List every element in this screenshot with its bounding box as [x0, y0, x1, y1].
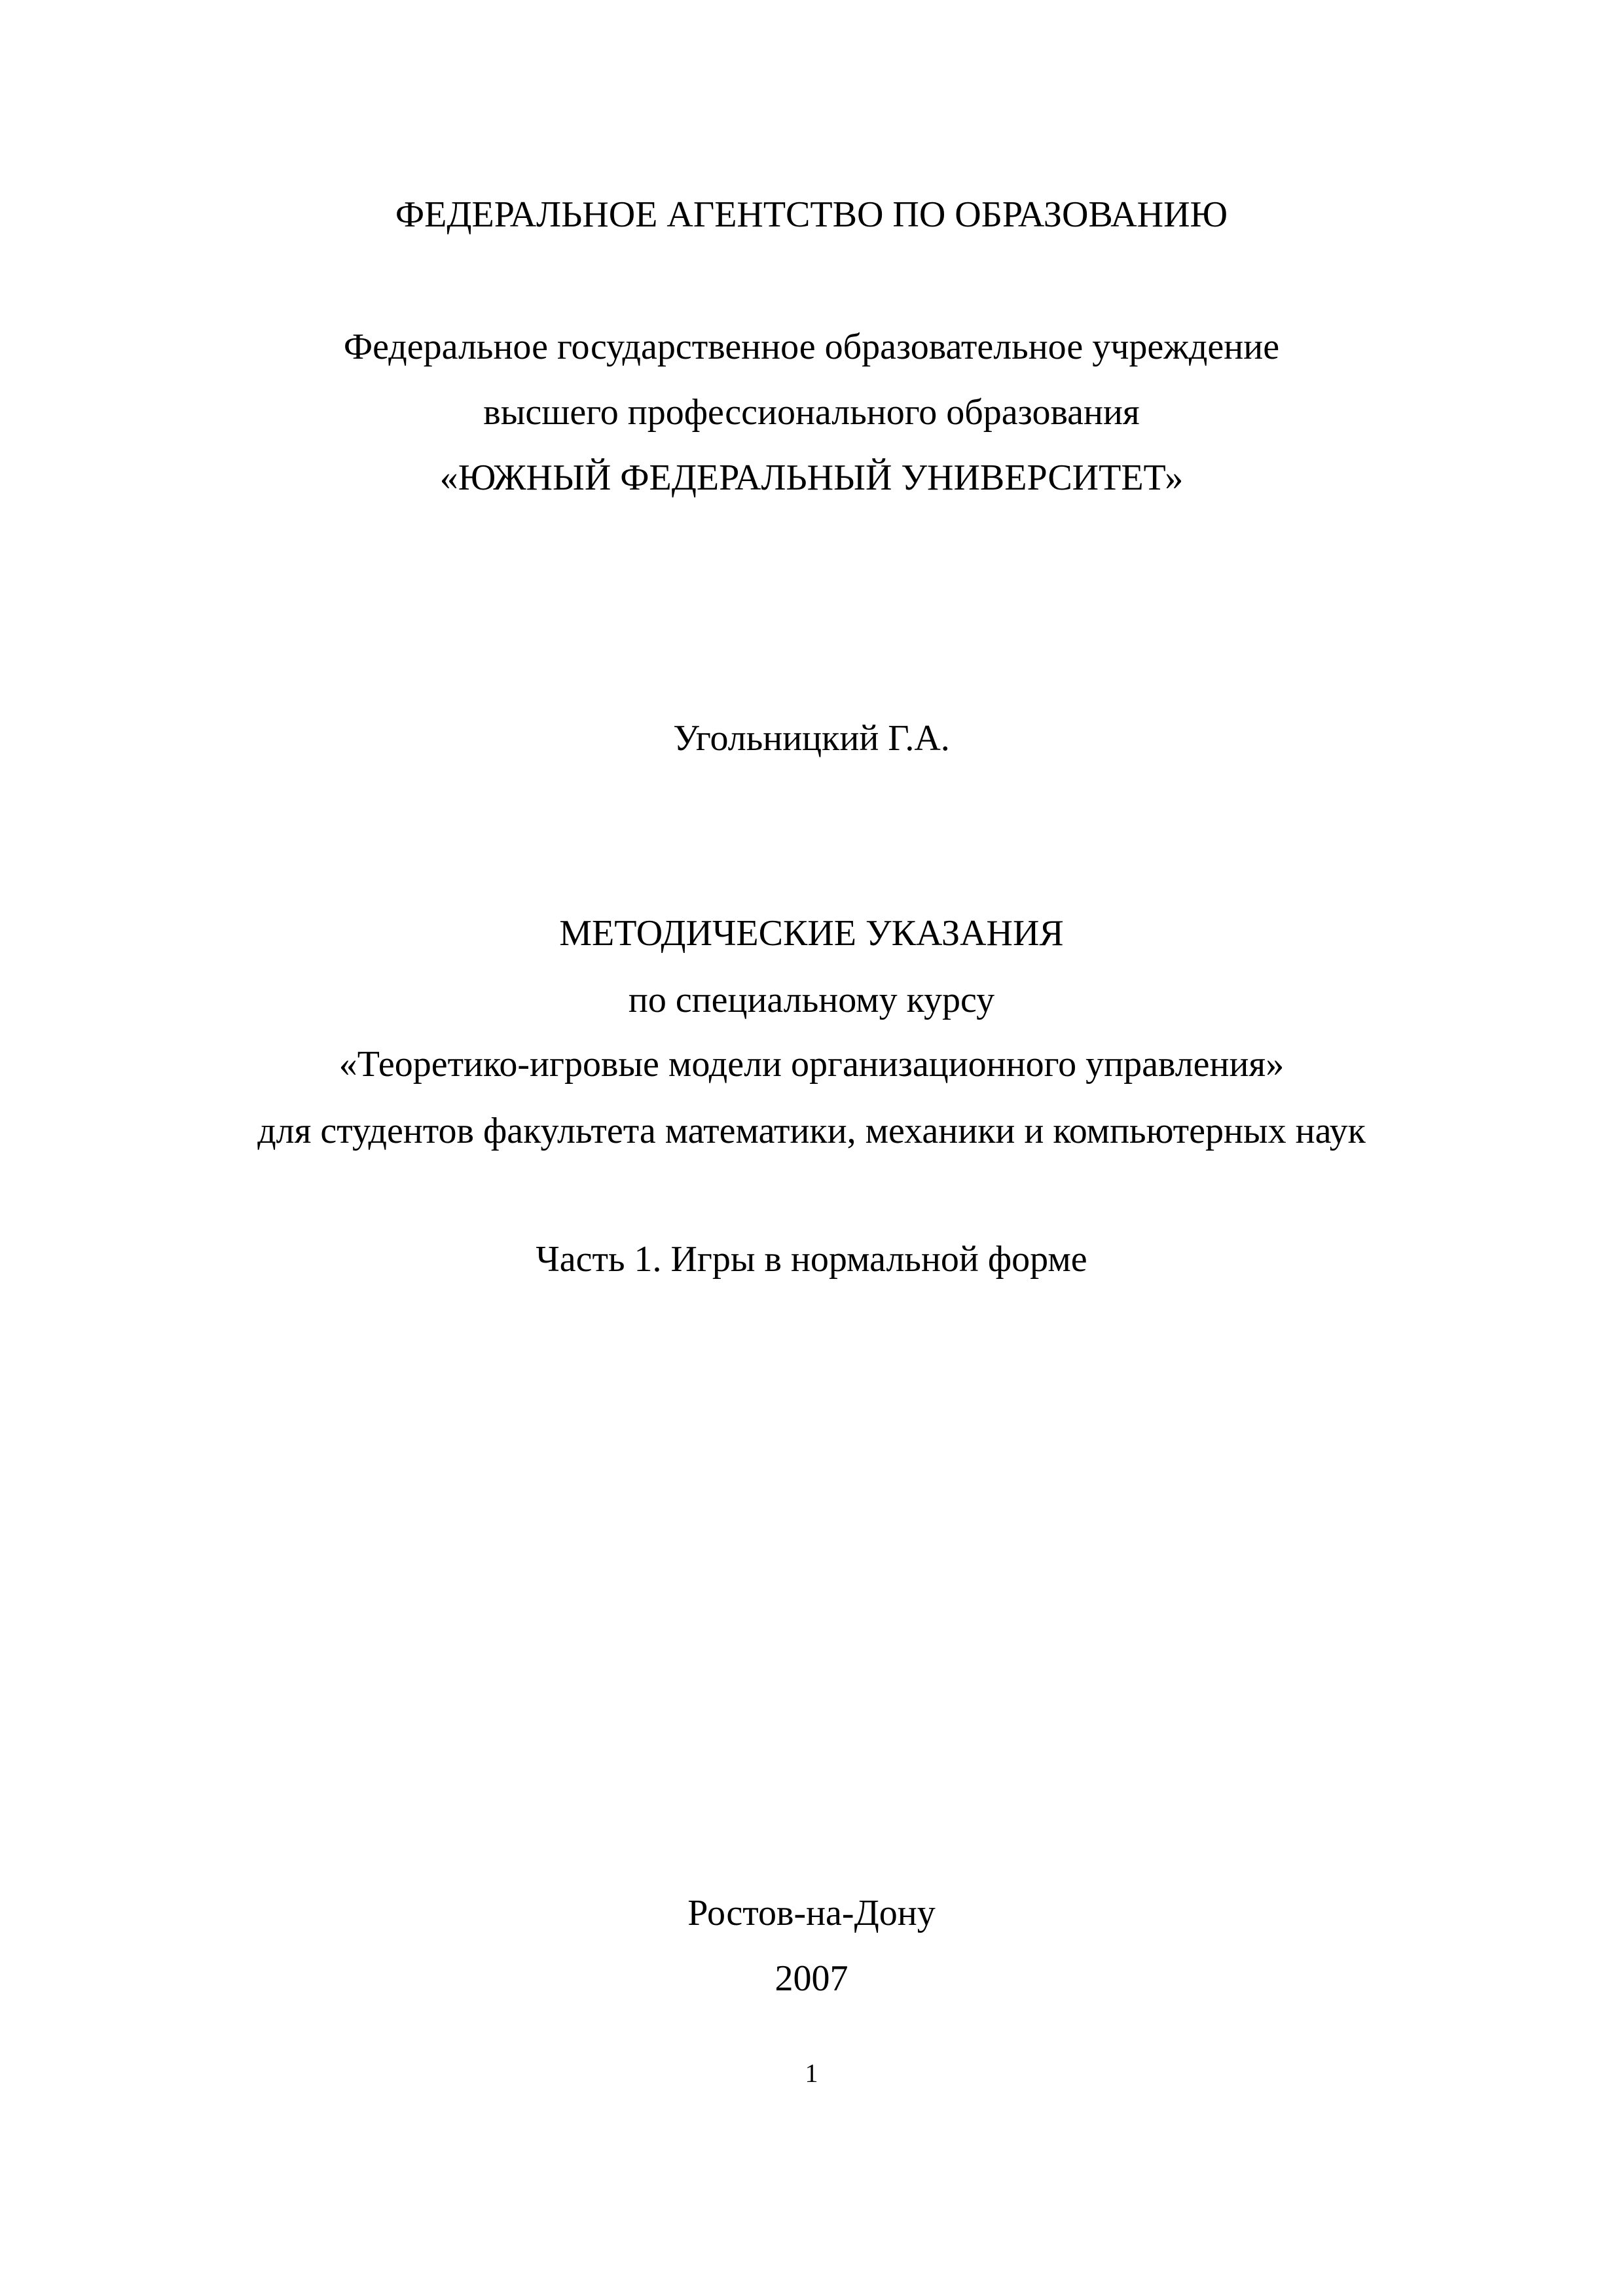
- city: Ростов-на-Дону: [687, 1893, 936, 1933]
- institution-line-2: высшего профессионального образования: [483, 392, 1140, 433]
- institution-line-1: Федеральное государственное образовательное учреждение: [343, 327, 1280, 367]
- agency-heading: ФЕДЕРАЛЬНОЕ АГЕНТСТВО ПО ОБРАЗОВАНИЮ: [395, 194, 1228, 235]
- audience-line: для студентов факультета математики, механики и компьютерных наук: [257, 1111, 1366, 1151]
- university-name: «ЮЖНЫЙ ФЕДЕРАЛЬНЫЙ УНИВЕРСИТЕТ»: [439, 457, 1184, 498]
- course-name: «Теоретико-игровые модели организационного управления»: [338, 1044, 1285, 1085]
- course-intro: по специальному курсу: [628, 980, 995, 1020]
- document-title: МЕТОДИЧЕСКИЕ УКАЗАНИЯ: [559, 913, 1064, 954]
- author-name: Угольницкий Г.А.: [673, 718, 950, 759]
- page-number: 1: [805, 2058, 818, 2088]
- part-title: Часть 1. Игры в нормальной форме: [536, 1239, 1087, 1280]
- year: 2007: [775, 1958, 848, 1999]
